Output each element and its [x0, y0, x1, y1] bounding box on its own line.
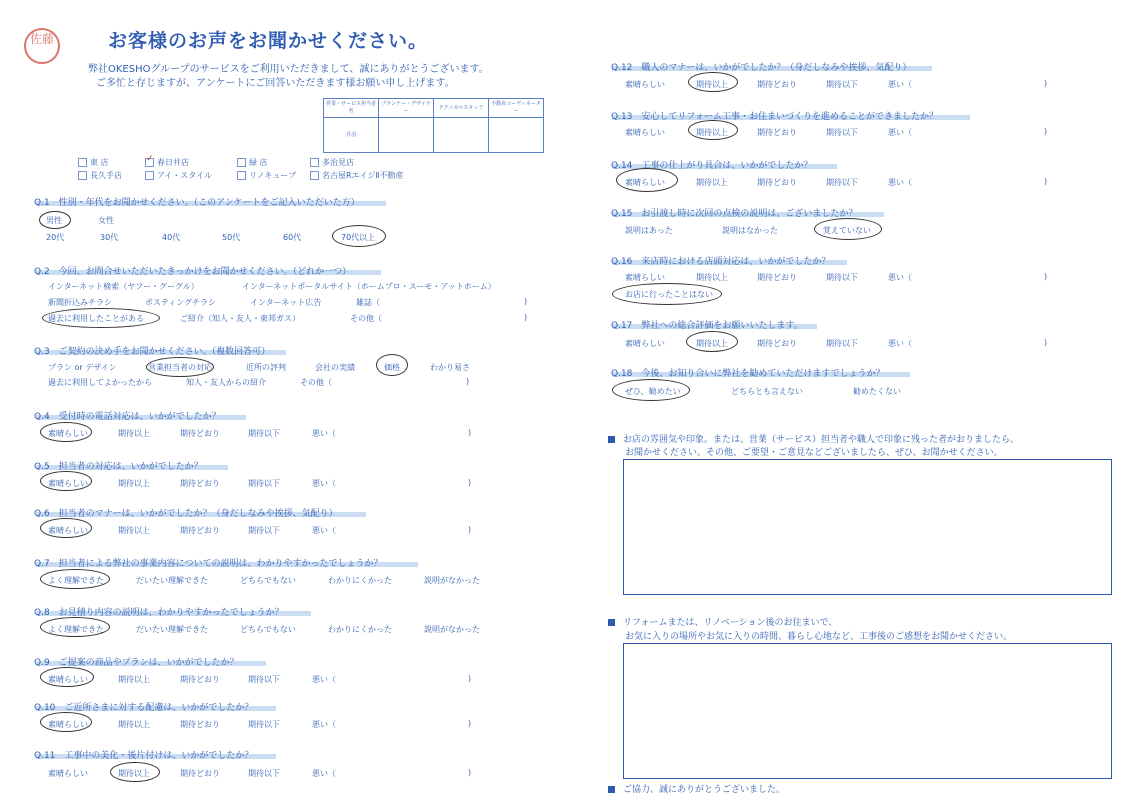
checkbox[interactable] — [310, 158, 319, 167]
rating-option[interactable]: 期待どおり — [180, 675, 220, 684]
rating-option[interactable]: 期待以上 — [696, 128, 728, 137]
section-1-heading: お店の雰囲気や印象。または、営業（サービス）担当者や職人で印象に残った者がおりましたら、 — [608, 432, 1019, 445]
q16-extra-option[interactable]: お店に行ったことはない — [625, 290, 713, 299]
thanks-text: ご協力、誠にありがとうございました。 — [608, 782, 785, 795]
q1-option[interactable]: 男性 — [46, 216, 62, 225]
store-option[interactable]: 緑 店 — [237, 157, 268, 168]
q15-option[interactable]: 覚えていない — [823, 226, 871, 235]
checkbox[interactable] — [78, 158, 87, 167]
question-8: Q.8 お見積り内容の説明は、わかりやすかったでしょうか？ — [34, 608, 284, 618]
rating-option[interactable]: 悪い（ — [888, 339, 912, 348]
clarity-option[interactable]: 説明がなかった — [424, 625, 480, 634]
staff-sales-field[interactable]: 丹羽 — [324, 118, 379, 153]
rating-option[interactable]: 悪い（ — [888, 80, 912, 89]
rating-option[interactable]: 素晴らしい — [48, 429, 88, 438]
q2-option[interactable]: インターネット広告 — [250, 298, 322, 307]
checkbox[interactable] — [237, 171, 246, 180]
q3-option[interactable]: プラン or デザイン — [48, 363, 117, 372]
clarity-option[interactable]: だいたい理解できた — [136, 576, 208, 585]
store-option[interactable]: 長久手店 — [78, 170, 122, 181]
store-option[interactable]: アイ・スタイル — [145, 170, 212, 181]
answer-circle — [110, 762, 160, 782]
rating-option[interactable]: 期待以下 — [826, 128, 858, 137]
q1-option[interactable]: 女性 — [98, 216, 114, 225]
clarity-option[interactable]: よく理解できた — [48, 625, 104, 634]
question-10: Q.10 ご近所さまに対する配慮は、いかがでしたか？ — [34, 703, 254, 713]
q18-option[interactable]: どちらとも言えない — [731, 387, 803, 396]
checkbox-checked[interactable] — [145, 158, 154, 167]
rating-option[interactable]: 悪い（ — [888, 178, 912, 187]
rating-option[interactable]: 期待以下 — [826, 339, 858, 348]
store-option[interactable]: リノキューブ — [237, 170, 296, 181]
rating-option[interactable]: 期待どおり — [180, 720, 220, 729]
rating-option[interactable]: 期待以上 — [118, 479, 150, 488]
rating-option[interactable]: 期待どおり — [757, 128, 797, 137]
paren: ) — [468, 525, 472, 534]
paren: ) — [524, 313, 528, 322]
q2-option[interactable]: インターネットポータルサイト（ホームプロ・スーモ・アットホーム） — [242, 282, 496, 291]
q3-option[interactable]: 価格 — [384, 363, 400, 372]
q3-option[interactable]: 営業担当者の対応 — [148, 363, 212, 372]
clarity-option[interactable]: 説明がなかった — [424, 576, 480, 585]
page-title: お客様のお声をお聞かせください。 — [108, 30, 429, 52]
rating-option[interactable]: 期待以上 — [118, 720, 150, 729]
paren: ) — [468, 719, 472, 728]
rating-option[interactable]: 期待以下 — [826, 178, 858, 187]
question-2: Q.2 今回、お問合せいただいたきっかけをお聞かせください。（どれか一つ） — [34, 267, 352, 277]
rating-option[interactable]: 期待どおり — [757, 339, 797, 348]
paren: ) — [468, 674, 472, 683]
answer-circle — [612, 283, 722, 305]
q18-option[interactable]: ぜひ、勧めたい — [625, 387, 681, 396]
impression-textarea[interactable] — [623, 459, 1112, 595]
rating-option[interactable]: 悪い（ — [312, 479, 336, 488]
q1-option[interactable]: 60代 — [283, 233, 302, 242]
rating-option[interactable]: 期待どおり — [180, 429, 220, 438]
rating-option[interactable]: 期待以上 — [696, 339, 728, 348]
checkbox[interactable] — [78, 171, 87, 180]
q2-option[interactable]: 雑誌（ — [356, 298, 380, 307]
answer-circle — [40, 617, 110, 637]
rating-option[interactable]: 素晴らしい — [48, 720, 88, 729]
rating-option[interactable]: 期待以下 — [826, 273, 858, 282]
q1-option[interactable]: 50代 — [222, 233, 241, 242]
question-3: Q.3 ご契約の決め手をお聞かせください。（複数回答可） — [34, 347, 271, 357]
question-6: Q.6 担当者のマナーは、いかがでしたか？（身だしなみや挨拶、気配り） — [34, 509, 338, 519]
rating-option[interactable]: 期待どおり — [757, 273, 797, 282]
rating-option[interactable]: 期待どおり — [180, 479, 220, 488]
q2-option[interactable]: 過去に利用したことがある — [48, 314, 144, 323]
question-15: Q.15 お引渡し時に次回の点検の説明は、ございましたか？ — [611, 209, 858, 219]
answer-circle — [40, 422, 92, 442]
q3-option[interactable]: 会社の実績 — [315, 363, 355, 372]
paren: ) — [1044, 272, 1048, 281]
rating-option[interactable]: 素晴らしい — [48, 526, 88, 535]
section-2-heading: リフォームまたは、リノベーション後のお住まいで、 — [608, 615, 837, 628]
q15-option[interactable]: 説明はあった — [625, 226, 673, 235]
question-13: Q.13 安心してリフォーム工事・お住まいづくりを進めることができましたか？ — [611, 112, 938, 122]
rating-option[interactable]: 期待どおり — [757, 80, 797, 89]
clarity-option[interactable]: だいたい理解できた — [136, 625, 208, 634]
store-option[interactable]: 名古屋RエイジⅡ不動産 — [310, 170, 404, 181]
answer-circle — [40, 518, 92, 538]
rating-option[interactable]: 期待以上 — [696, 178, 728, 187]
q3-option[interactable]: その他（ — [300, 378, 332, 387]
q3-option[interactable]: わかり易さ — [430, 363, 470, 372]
intro-line-1: 弊社OKESHOグループのサービスをご利用いただきまして、誠にありがとうございます。 — [88, 64, 489, 75]
rating-option[interactable]: 期待どおり — [180, 526, 220, 535]
staff-header: テクニカルスタッフ — [434, 99, 489, 118]
paren: ) — [468, 768, 472, 777]
square-bullet-icon — [608, 786, 615, 793]
paren: ) — [466, 377, 470, 386]
rating-option[interactable]: 素晴らしい — [625, 128, 665, 137]
staff-header: 不動産コーディネーター — [489, 99, 544, 118]
rating-option[interactable]: 素晴らしい — [625, 80, 665, 89]
rating-option[interactable]: 素晴らしい — [48, 479, 88, 488]
answer-circle — [40, 569, 110, 589]
rating-option[interactable]: 期待以上 — [118, 429, 150, 438]
question-18: Q.18 今後、お知り合いに弊社を勧めていただけますでしょうか？ — [611, 369, 885, 379]
answer-circle — [146, 357, 214, 377]
clarity-option[interactable]: よく理解できた — [48, 576, 104, 585]
q2-option[interactable]: ご紹介（知人・友人・東邦ガス） — [180, 314, 300, 323]
answer-circle — [376, 354, 408, 376]
answer-circle — [40, 712, 92, 732]
rating-option[interactable]: 素晴らしい — [625, 273, 665, 282]
section-2-line-2: お気に入りの場所やお気に入りの時間、暮らし心地など、工事後のご感想をお聞かせください。 — [625, 632, 1013, 642]
checkbox[interactable] — [310, 171, 319, 180]
question-4: Q.4 受付時の電話対応は、いかがでしたか？ — [34, 412, 221, 422]
q1-option[interactable]: 40代 — [162, 233, 181, 242]
rating-option[interactable]: 素晴らしい — [48, 769, 88, 778]
rating-option[interactable]: 期待以下 — [248, 526, 280, 535]
rating-option[interactable]: 期待以下 — [248, 479, 280, 488]
rating-option[interactable]: 期待以下 — [248, 769, 280, 778]
rating-option[interactable]: 期待以上 — [118, 675, 150, 684]
q2-option[interactable]: 新聞折込みチラシ — [48, 298, 112, 307]
rating-option[interactable]: 期待以上 — [118, 769, 150, 778]
q1-option[interactable]: 20代 — [46, 233, 65, 242]
rating-option[interactable]: 期待どおり — [757, 178, 797, 187]
name-stamp: 佐藤 — [24, 28, 60, 64]
square-bullet-icon — [608, 619, 615, 626]
q3-option[interactable]: 知人・友人からの紹介 — [186, 378, 266, 387]
answer-circle — [686, 331, 738, 352]
store-option[interactable]: 東 店 — [78, 157, 109, 168]
staff-technical-field[interactable] — [434, 118, 489, 153]
rating-option[interactable]: 素晴らしい — [625, 339, 665, 348]
question-17: Q.17 弊社への総合評価をお願いいたします。 — [611, 321, 803, 331]
clarity-option[interactable]: わかりにくかった — [328, 625, 392, 634]
question-5: Q.5 担当者の対応は、いかがでしたか？ — [34, 462, 203, 472]
rating-option[interactable]: 悪い（ — [312, 429, 336, 438]
paren: ) — [1044, 177, 1048, 186]
staff-table — [323, 98, 544, 153]
question-12: Q.12 職人のマナーは、いかがでしたか？（身だしなみや挨拶、気配り） — [611, 63, 912, 73]
question-11: Q.11 工事中の美化・後片付けは、いかがでしたか？ — [34, 751, 254, 761]
paren: ) — [1044, 127, 1048, 136]
rating-option[interactable]: 期待以上 — [696, 273, 728, 282]
q15-option[interactable]: 説明はなかった — [722, 226, 778, 235]
rating-option[interactable]: 悪い（ — [312, 526, 336, 535]
question-16: Q.16 来店時における店頭対応は、いかがでしたか？ — [611, 257, 831, 267]
store-option[interactable]: 多治見店 — [310, 157, 354, 168]
rating-option[interactable]: 期待以上 — [118, 526, 150, 535]
answer-circle — [612, 379, 690, 401]
question-1: Q.1 性別・年代をお聞かせください。（このアンケートをご記入いただいた方） — [34, 198, 360, 208]
rating-option[interactable]: 期待以下 — [248, 429, 280, 438]
staff-header: プランナー・デザイナー — [379, 99, 434, 118]
square-bullet-icon — [608, 436, 615, 443]
question-9: Q.9 ご提案の商品やプランは、いかがでしたか？ — [34, 658, 239, 668]
paren: ) — [1044, 79, 1048, 88]
answer-circle — [40, 667, 94, 687]
answer-circle — [42, 308, 160, 328]
rating-option[interactable]: 悪い（ — [312, 675, 336, 684]
rating-option[interactable]: 悪い（ — [888, 273, 912, 282]
rating-option[interactable]: 悪い（ — [312, 720, 336, 729]
section-1-line-2: お聞かせください。その他、ご要望・ご意見などございましたら、ぜひ、お聞かせください。 — [625, 448, 1003, 458]
q1-option[interactable]: 30代 — [100, 233, 119, 242]
q2-option[interactable]: ポスティングチラシ — [145, 298, 217, 307]
answer-circle — [814, 218, 882, 240]
rating-option[interactable]: 期待以下 — [248, 720, 280, 729]
answer-circle — [332, 225, 386, 247]
rating-option[interactable]: 期待以上 — [696, 80, 728, 89]
staff-header: 営業・サービス担当者名 — [324, 99, 379, 118]
staff-realestate-field[interactable] — [489, 118, 544, 153]
clarity-option[interactable]: どちらでもない — [240, 625, 296, 634]
rating-option[interactable]: 素晴らしい — [48, 675, 88, 684]
staff-planner-field[interactable] — [379, 118, 434, 153]
rating-option[interactable]: 悪い（ — [312, 769, 336, 778]
clarity-option[interactable]: どちらでもない — [240, 576, 296, 585]
answer-circle — [688, 120, 738, 140]
paren: ) — [468, 478, 472, 487]
question-14: Q.14 工事の仕上がり具合は、いかがでしたか？ — [611, 161, 813, 171]
answer-circle — [616, 168, 678, 192]
checkbox[interactable] — [237, 158, 246, 167]
q18-option[interactable]: 勧めたくない — [853, 387, 901, 396]
rating-option[interactable]: 悪い（ — [888, 128, 912, 137]
paren: ) — [1044, 338, 1048, 347]
q2-option[interactable]: インターネット検索（ヤフー・グーグル） — [48, 282, 199, 291]
q2-option[interactable]: その他（ — [350, 314, 382, 323]
rating-option[interactable]: 素晴らしい — [625, 178, 665, 187]
rating-option[interactable]: 期待以下 — [826, 80, 858, 89]
q1-option[interactable]: 70代以上 — [341, 233, 376, 242]
store-option[interactable]: ✓ 春日井店 — [145, 157, 189, 168]
answer-circle — [40, 471, 92, 491]
checkbox[interactable] — [145, 171, 154, 180]
answer-circle — [39, 211, 71, 229]
q3-option[interactable]: 近所の評判 — [246, 363, 286, 372]
rating-option[interactable]: 期待以下 — [248, 675, 280, 684]
question-7: Q.7 担当者による弊社の事業内容についての説明は、わかりやすかったでしょうか？ — [34, 559, 383, 569]
answer-circle — [688, 72, 738, 92]
paren: ) — [524, 297, 528, 306]
paren: ) — [468, 428, 472, 437]
impressions-after-textarea[interactable] — [623, 643, 1112, 779]
q3-option[interactable]: 過去に利用してよかったから — [48, 378, 152, 387]
clarity-option[interactable]: わかりにくかった — [328, 576, 392, 585]
rating-option[interactable]: 期待どおり — [180, 769, 220, 778]
intro-line-2: ご多忙と存じますが、アンケートにご回答いただきます様お願い申し上げます。 — [96, 78, 455, 89]
